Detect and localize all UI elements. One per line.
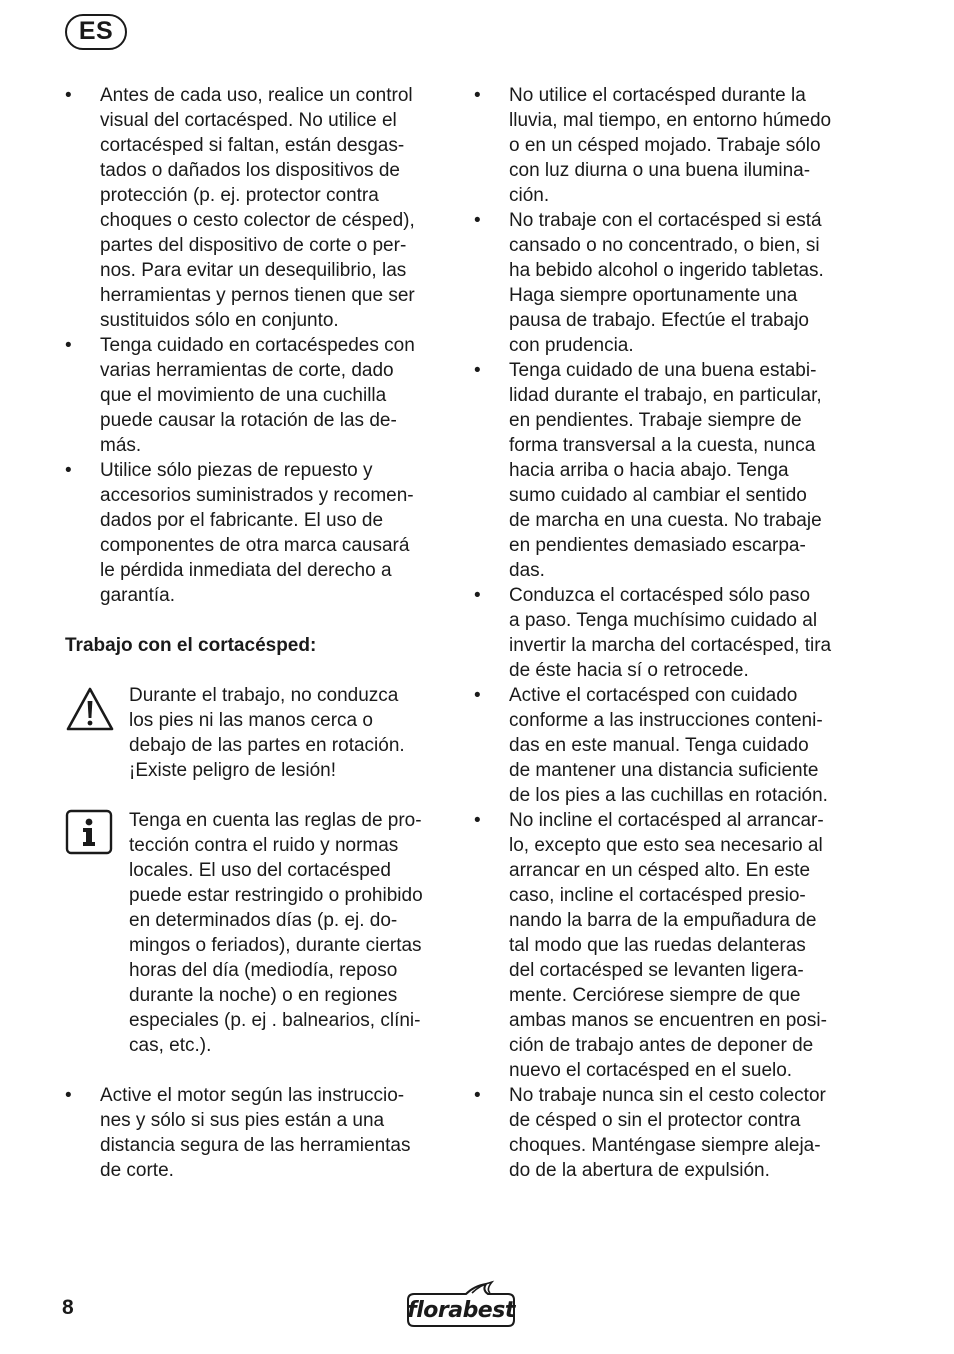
bullet-marker: • (474, 210, 481, 231)
list-item-text: Tenga cuidado de una buena estabi- lidad durante el trabajo, en particular, en pendientes. Trabaje siempre de forma transversal a la cuesta, nunca hacia arriba o hacia abajo. Tenga sumo cuidado al cambiar el sentido de marcha en una cuesta. No trabaje en pendientes demasiado escarpa- das. (509, 360, 822, 581)
list-item (474, 208, 864, 358)
info-icon (65, 809, 113, 862)
list-item-text: No utilice el cortacésped durante la lluvia, mal tiempo, en entorno húmedo o en un césped mojado. Trabaje sólo con luz diurna o una buena ilumina- ción. (509, 85, 832, 206)
list-item-text: No trabaje nunca sin el cesto colector de césped o sin el protector contra choques. Manténgase siempre aleja- do de la abertura de expulsión. (509, 1085, 826, 1181)
info-text: Tenga en cuenta las reglas de pro- tección contra el ruido y normas locales. El uso del cortacésped puede estar restringido o prohibido en determinados días (p. ej. do- mingos o feriados), durante ciertas horas del día (mediodía, reposo durante la noche) o en regiones especiales (p. ej . balnearios, clíni- cas, etc.). (129, 810, 423, 1056)
bullet-marker: • (474, 1085, 481, 1106)
bullet-marker: • (474, 685, 481, 706)
florabest-logo (404, 1280, 518, 1328)
list-item-text: Antes de cada uso, realice un control visual del cortacésped. No utilice el cortacésped si faltan, están desgas- tados o dañados los dispositivos de protección (p. ej. protector contra choques o cesto colector de césped), partes del dispositivo de corte o per- nos. Para evitar un desequilibrio, las herramientas y pernos tienen que ser sustituidos sólo en conjunto. (100, 85, 415, 331)
bullet-marker: • (474, 85, 481, 106)
bullet-marker: • (65, 85, 72, 106)
list-item-text: Utilice sólo piezas de repuesto y accesorios suministrados y recomen- dados por el fabricante. El uso de componentes de otra marca causará le pérdida inmediata del derecho a garantía. (100, 460, 414, 606)
right-column (474, 83, 864, 1183)
info-notice (65, 808, 450, 1058)
list-item-text: Conduzca el cortacésped sólo paso a paso. Tenga muchísimo cuidado al invertir la marcha del cortacésped, tira de éste hacia sí o retrocede. (509, 585, 832, 681)
list-item (474, 358, 864, 583)
list-item (474, 83, 864, 208)
left-column (65, 83, 450, 1183)
bullet-marker: • (474, 810, 481, 831)
list-item-text: Active el motor según las instruccio- nes y sólo si sus pies están a una distancia segura de las herramientas de corte. (100, 1085, 411, 1181)
list-item (474, 683, 864, 808)
warning-text: Durante el trabajo, no conduzca los pies ni las manos cerca o debajo de las partes en rotación. ¡Existe peligro de lesión! (129, 685, 405, 781)
bullet-marker: • (474, 585, 481, 606)
bullet-marker: • (65, 1085, 72, 1106)
list-item (65, 83, 450, 333)
list-item-text: No trabaje con el cortacésped si está cansado o no concentrado, o bien, si ha bebido alcohol o ingerido tabletas. Haga siempre oportunamente una pausa de trabajo. Efectúe el trabajo con prudencia. (509, 210, 824, 356)
list-item (474, 583, 864, 683)
list-item (65, 1083, 450, 1183)
list-item-text: No incline el cortacésped al arrancar- lo, excepto que esto sea necesario al arrancar en un césped alto. En este caso, incline el cortacésped presio- nando la barra de la empuñadura de tal modo que las ruedas delanteras del cortacésped se levanten ligera- mente. Cerciórese siempre de que ambas manos se encuentren en posi- ción de trabajo antes de deponer de nuevo el cortacésped en el suelo. (509, 810, 827, 1081)
bullet-marker: • (65, 460, 72, 481)
page-number: 8 (62, 1296, 74, 1319)
list-item (474, 1083, 864, 1183)
warning-notice (65, 683, 450, 783)
list-item (65, 458, 450, 608)
list-item (474, 808, 864, 1083)
list-item-text: Active el cortacésped con cuidado conforme a las instrucciones conteni- das en este manual. Tenga cuidado de mantener una distancia suficiente de los pies a las cuchillas en rotación. (509, 685, 828, 806)
bullet-marker: • (474, 360, 481, 381)
bullet-marker: • (65, 335, 72, 356)
warning-triangle-icon (65, 686, 115, 739)
list-item (65, 333, 450, 458)
list-item-text: Tenga cuidado en cortacéspedes con varias herramientas de corte, dado que el movimiento de una cuchilla puede causar la rotación de las de- más. (100, 335, 415, 456)
section-heading: Trabajo con el cortacésped: (65, 635, 317, 656)
language-badge: ES (65, 14, 127, 50)
svg-text:florabest: florabest (407, 1298, 515, 1323)
